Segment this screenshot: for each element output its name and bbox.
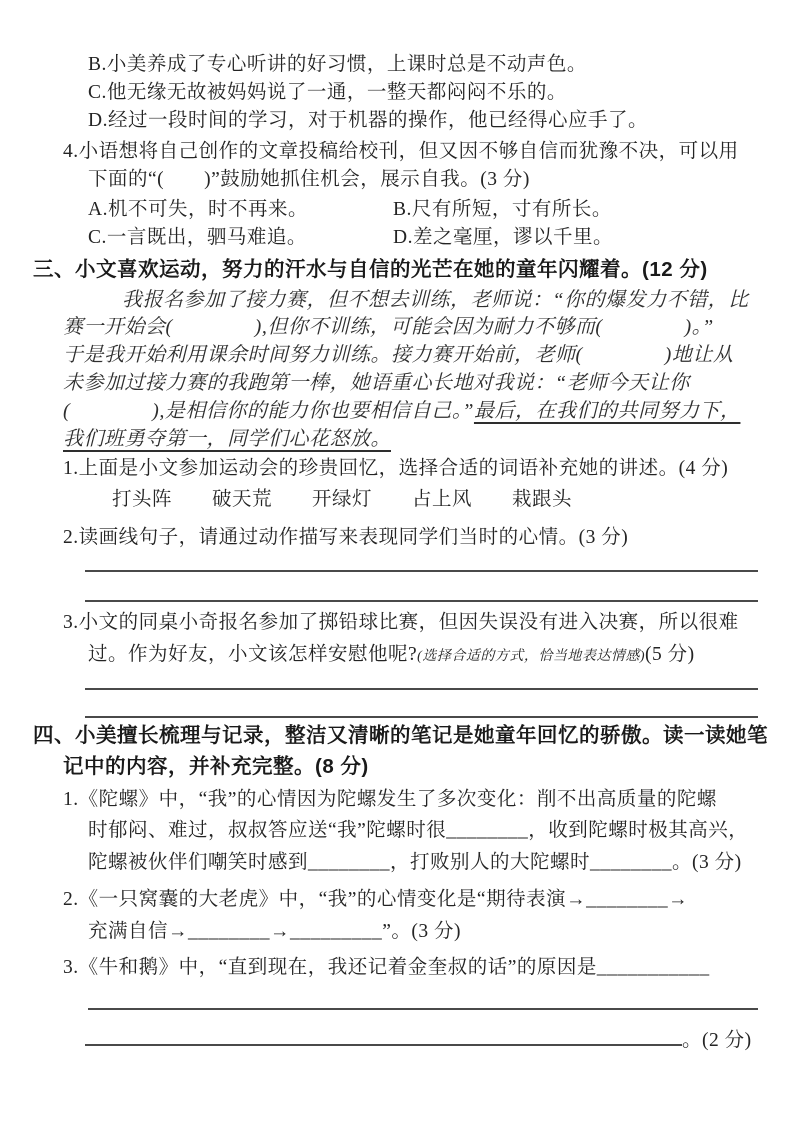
question-4-line-2: 下面的“( )”鼓励她抓住机会，展示自我。(3 分) [88, 169, 530, 190]
answer-line-2 [85, 600, 758, 602]
narrative-line-3: 于是我开始利用课余时间努力训练。接力赛开始前，老师( )地让从 [63, 344, 734, 366]
section-4-question-1-line-1: 1.《陀螺》中，“我”的心情因为陀螺发生了多次变化：削不出高质量的陀螺 [63, 789, 717, 810]
choice-c-line: C.他无缘无故被妈妈说了一通，一整天都闷闷不乐的。 [88, 82, 567, 103]
section-4-question-3-line-1: 3.《牛和鹅》中，“直到现在，我还记着金奎叔的话”的原因是___________ [63, 957, 710, 978]
section-4-question-2-line-1: 2.《一只窝囊的大老虎》中，“我”的心情变化是“期待表演→________→ [63, 889, 689, 910]
narrative-line-6 [63, 426, 391, 452]
underlined-sentence-part-2: 我们班勇夺第一，同学们心花怒放。 [63, 428, 391, 450]
choice-b-line: B.小美养成了专心听讲的好习惯，上课时总是不动声色。 [88, 54, 587, 75]
section-3-question-3-line-2 [88, 642, 695, 670]
question-3-hint-note: (选择合适的方式，恰当地表达情感) [417, 649, 645, 664]
section-4-question-3-score: 。(2 分) [682, 1030, 752, 1051]
narrative-line-1: 我报名参加了接力赛，但不想去训练，老师说：“你的爆发力不错，比 [122, 289, 749, 311]
section-4-heading-line-2: 记中的内容，并补充完整。(8 分) [63, 755, 369, 778]
question-4-option-b: B.尺有所短，寸有所长。 [393, 199, 612, 220]
question-4-option-d: D.差之毫厘，谬以千里。 [393, 227, 613, 248]
question-4-line-1: 4.小语想将自己创作的文章投稿给校刊，但又因不够自信而犹豫不决，可以用 [63, 141, 739, 162]
answer-line-6-with-score [85, 1024, 752, 1054]
section-3-question-1: 1.上面是小文参加运动会的珍贵回忆，选择合适的词语补充她的讲述。(4 分) [63, 458, 729, 479]
section-4-question-1-line-3: 陀螺被伙伴们嘲笑时感到________，打败别人的大陀螺时________。(3 分) [88, 852, 742, 873]
question-4-option-c: C.一言既出，驷马难追。 [88, 227, 307, 248]
section-4-question-2-line-2: 充满自信→________→_________”。(3 分) [88, 921, 462, 942]
narrative-line-5 [63, 398, 740, 424]
question-3-score: (5 分) [644, 644, 695, 665]
question-4-option-a: A.机不可失，时不再来。 [88, 199, 308, 220]
answer-line-5 [88, 1008, 758, 1010]
section-3-question-2: 2.读画线句子，请通过动作描写来表现同学们当时的心情。(3 分) [63, 527, 629, 548]
section-3-heading: 三、小文喜欢运动，努力的汗水与自信的光芒在她的童年闪耀着。(12 分) [33, 258, 708, 281]
choice-d-line: D.经过一段时间的学习，对于机器的操作，他已经得心应手了。 [88, 110, 648, 131]
section-4-question-1-line-2: 时郁闷、难过，叔叔答应送“我”陀螺时很________，收到陀螺时极其高兴， [88, 820, 749, 841]
question-3-main-text: 过。作为好友，小文该怎样安慰他呢? [88, 644, 418, 665]
narrative-line-4: 未参加过接力赛的我跑第一棒，她语重心长地对我说：“老师今天让你 [63, 372, 690, 394]
section-4-heading-line-1: 四、小美擅长梳理与记录，整洁又清晰的笔记是她童年回忆的骄傲。读一读她笔 [33, 724, 768, 747]
narrative-line-5-text: ( ),是相信你的能力你也要相信自己。” [63, 400, 474, 422]
underlined-sentence-part-1: 最后，在我们的共同努力下， [473, 400, 741, 422]
answer-line-1 [85, 570, 758, 572]
answer-line-3 [85, 688, 758, 690]
word-bank: 打头阵 破天荒 开绿灯 占上风 栽跟头 [112, 489, 573, 510]
answer-blank-line [85, 1024, 682, 1046]
narrative-line-2: 赛一开始会( ),但你不训练，可能会因为耐力不够而( )。” [63, 316, 714, 338]
section-3-question-3-line-1: 3.小文的同桌小奇报名参加了掷铅球比赛，但因失误没有进入决赛，所以很难 [63, 612, 739, 633]
answer-line-4 [85, 716, 758, 718]
